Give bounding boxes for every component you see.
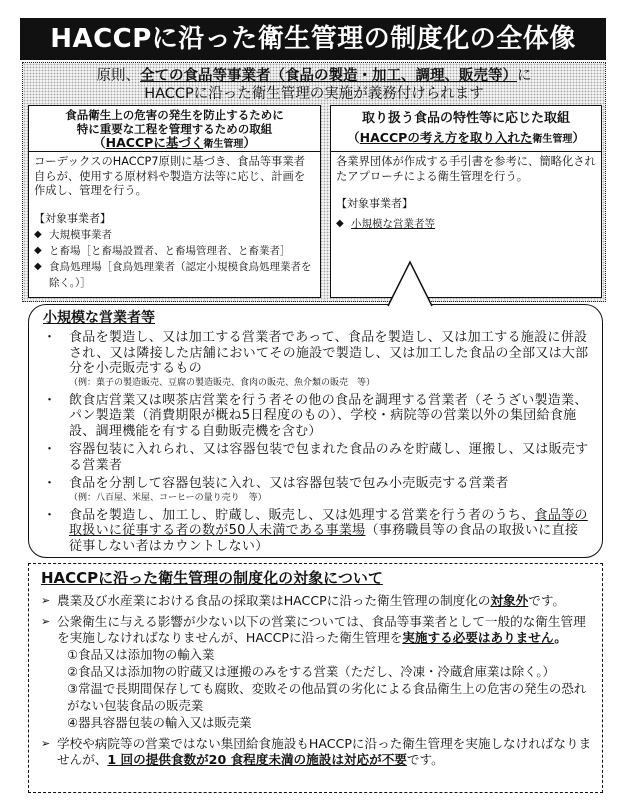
haccp-approach-heading [331,106,601,152]
list-item [34,259,315,291]
principle-line1 [23,67,605,85]
scope-item-suffix: です。 [528,593,566,608]
list-item-suffix: （事務職員等の食品の取扱いに直接従事しない者はカウントしない） [69,523,579,554]
haccp-approach-heading-tail: 衛生管理 [532,134,573,145]
scope-item-emphasis: 1 回の提供食数が20 食程度未満の施設は対応が不要 [107,752,407,767]
list-item: ③常温で長期間保存しても腐敗、変敗その他品質の劣化による食品衛生上の危害の発生の恐れがない包装食品の販売業 [67,681,587,713]
haccp-approach-body [331,152,601,232]
scope-group-catering [41,736,594,768]
list-item-text: 容器包装に入れられ、又は容器包装で包まれた食品のみを貯蔵し、運搬し、又は販売する営業者 [69,442,589,473]
principle-suffix: に [517,68,532,84]
haccp-approach-heading-line1: 取り扱う食品の特性等に応じた取組 [361,111,570,126]
small-business-link-text: 小規模な営業者等 [351,218,435,230]
list-item [43,508,590,555]
callout-pointer [380,256,440,308]
haccp-based-body [29,152,320,291]
principle-prefix: 原則、 [96,68,140,84]
scope-item-emphasis: 対象外 [490,593,529,608]
list-item [43,442,590,473]
scope-item-text [57,593,565,609]
dot-bullet-icon: ・ [43,392,57,408]
scope-item-text [57,736,594,768]
small-business-title: 小規模な営業者等 [43,310,155,326]
list-item-content [69,476,509,505]
principle-emphasis: 全ての食品等事業者（食品の製造・加工、調理、販売等） [140,68,517,84]
list-item [43,330,590,390]
paren-open: （ [347,130,360,145]
list-item-content [69,330,590,390]
list-item-example: （例：八百屋、米屋、コーヒーの量り売り 等） [69,492,267,503]
paren-close: ） [572,130,585,145]
dot-bullet-icon: ・ [43,476,57,491]
haccp-based-heading-tail: 衛生管理 [203,139,244,150]
arrow-bullet-icon: ➢ [41,594,51,607]
diamond-bullet-icon: ◆ [34,228,42,240]
haccp-approach-panel [330,105,602,298]
paren-open: （ [93,135,106,150]
dot-bullet-icon: ・ [43,507,57,523]
list-item: ②食品又は添加物の貯蔵又は運搬のみをする営業（ただし、冷凍・冷蔵倉庫業は除く。） [67,664,555,679]
list-item [34,243,315,259]
arrow-bullet-icon: ➢ [41,737,51,750]
haccp-based-heading-line3 [29,136,320,152]
title-banner: HACCPに沿った衛生管理の制度化の全体像 [20,18,606,60]
list-item-prefix: 食品を製造し、加工し、貯蔵し、販売し、又は処理する営業を行う者のうち、 [69,507,535,523]
scope-item-emphasis: 実施する必要はありません [402,630,555,645]
scope-item-prefix: 公衆衛生に与える影響が少ない以下の営業については、食品等事業者として一般的な衛生管理を実施しなければなりませんが、HACCPに沿った衛生管理を [57,614,586,645]
haccp-approach-heading-emphasis: HACCPの考え方を取り入れた [359,130,533,145]
target-text: 食鳥処理場［食鳥処理業者（認定小規模食鳥処理業者を除く。）］ [49,260,312,289]
scope-item-suffix: です。 [406,752,444,767]
scope-item-text [57,614,594,646]
list-item [43,393,590,440]
haccp-based-heading-line2: 特に重要な工程を管理するための取組 [76,122,273,136]
dot-bullet-icon: ・ [43,330,57,345]
haccp-based-heading-line1: 食品衛生上の危害の発生を防止するために [65,108,284,122]
exempt-business-list [41,646,594,731]
arrow-bullet-icon: ➢ [41,615,51,628]
diamond-bullet-icon: ◆ [34,244,42,256]
list-item: ④器具容器包装の輸入又は販売業 [67,715,252,730]
list-item-emphasis: 食品等の取扱いに従事する者の数が50人未満である事業場 [69,507,588,538]
list-item-text: 飲食店営業又は喫茶店営業を行う者その他の食品を調理する営業者（そうざい製造業、パン製造業（消費期限が概ね5日程度のもの）、学校・病院等の営業以外の集団給食施設、調理機能を有する自動販売機を含む） [69,392,588,439]
haccp-based-heading [29,106,320,152]
list-item-example: （例：菓子の製造販売、豆腐の製造販売、食肉の販売、魚介類の販売 等） [69,377,376,388]
haccp-based-description: コーデックスのHACCP7原則に基づき、食品等事業者自らが、使用する原材料や製造方法等に応じ、計画を作成し、管理を行う。 [34,155,306,197]
principle-frame [22,62,606,302]
diamond-bullet-icon: ◆ [336,218,344,229]
list-item: ①食品又は添加物の輸入業 [67,647,215,662]
target-text: 大規模事業者 [49,228,112,241]
haccp-based-panel [28,105,321,298]
haccp-based-target-label: 【対象事業者】 [34,211,111,225]
scope-item-prefix: 学校や病院等の営業ではない集団給食施設もHACCPに沿った衛生管理を実施しなければなりませんが、 [57,736,592,767]
haccp-approach-target-label: 【対象事業者】 [336,197,413,210]
target-text: と畜場［と畜場設置者、と畜場管理者、と畜業者］ [49,244,291,257]
scope-item-suffix: 。 [554,630,567,645]
paren-close: ） [243,135,256,150]
scope-low-impact [41,614,594,646]
scope-section [28,563,603,793]
list-item-text [69,508,590,555]
list-item [336,216,596,232]
scope-exclusion [41,593,594,609]
principle-statement [23,67,605,103]
diamond-bullet-icon: ◆ [34,260,42,272]
dot-bullet-icon: ・ [43,442,57,457]
list-item-text: 食品を分割して容器包装に入れ、又は容器包装で包み小売販売する営業者 [69,476,509,491]
scope-item-prefix: 農業及び水産業における食品の採取業はHACCPに沿った衛生管理の制度化の [57,593,491,608]
scope-title: HACCPに沿った衛生管理の制度化の対象について [41,569,383,587]
small-business-callout [28,304,603,558]
haccp-approach-description: 各業界団体が作成する手引書を参考に、簡略化されたアプローチによる衛生管理を行う。 [336,155,596,183]
haccp-approach-heading-line2 [331,128,601,149]
principle-line2: HACCPに沿った衛生管理の実施が義務付けられます [144,86,484,102]
list-item [43,476,590,505]
list-item [34,227,315,243]
list-item-text: 食品を製造し、又は加工する営業者であって、食品を製造し、又は加工する施設に併設され、又は隣接した店舗においてその施設で製造し、又は加工した食品の全部又は大部分を小売販売するもの [69,330,589,376]
haccp-based-heading-emphasis: HACCPに基づく [105,135,204,150]
